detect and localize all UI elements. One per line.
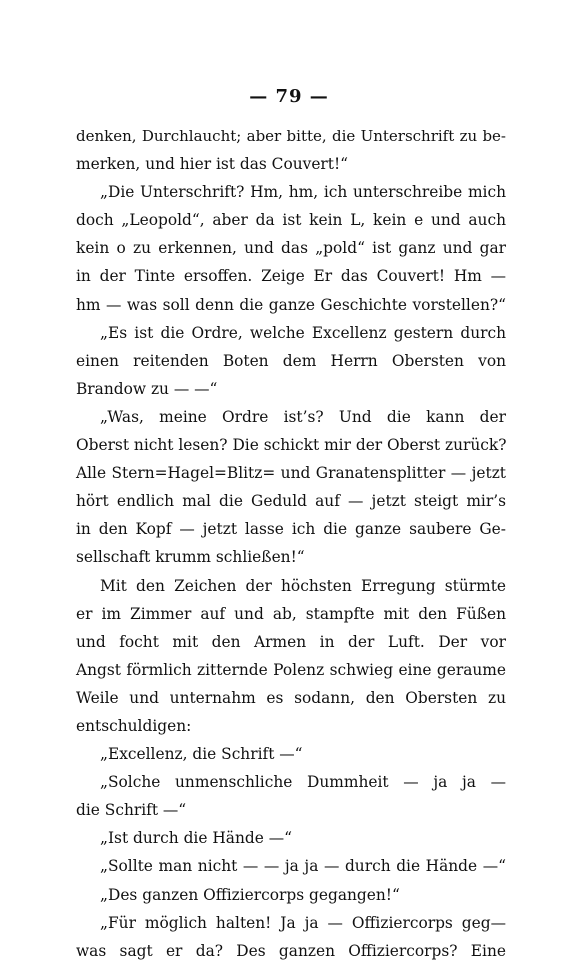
text-line: Alle Stern=Hagel=Blitz= und Granatensplitter — jetzt xyxy=(76,464,506,483)
text-line: die Schrift —“ xyxy=(76,801,187,820)
text-line: Weile und unternahm es sodann, den Obersten zu xyxy=(76,688,506,707)
text-line: denken, Durchlaucht; aber bitte, die Unterschrift zu be- xyxy=(76,127,506,145)
text-line: „Was, meine Ordre ist’s? Und die kann der xyxy=(100,407,506,426)
text-line: einen reitenden Boten dem Herrn Obersten von xyxy=(76,351,506,370)
text-line: doch „Leopold“, aber da ist kein L, kein e und auch xyxy=(76,211,506,230)
text-line: und focht mit den Armen in der Luft. Der vor xyxy=(76,632,506,651)
text-line: was sagt er da? Des ganzen Offiziercorps? Eine xyxy=(76,941,506,960)
text-line: in der Tinte ersoffen. Zeige Er das Couvert! Hm — xyxy=(76,267,506,286)
text-line: „Solche unmenschliche Dummheit — ja ja — xyxy=(100,773,506,792)
body-text xyxy=(76,122,506,965)
text-line: Angst förmlich zitternde Polenz schwieg eine geraume xyxy=(76,660,506,679)
text-line: kein o zu erkennen, und das „pold“ ist ganz und gar xyxy=(76,239,506,258)
page-number: — 79 — xyxy=(249,86,329,107)
text-line: hört endlich mal die Geduld auf — jetzt steigt mir’s xyxy=(76,492,506,511)
text-line: „Die Unterschrift? Hm, hm, ich unterschreibe mich xyxy=(100,183,506,202)
text-line: „Für möglich halten! Ja ja — Offiziercorps geg— xyxy=(100,913,506,932)
text-line: entschuldigen: xyxy=(76,716,192,735)
text-line: „Sollte man nicht — — ja ja — durch die Hände —“ xyxy=(100,857,506,876)
text-line: „Ist durch die Hände —“ xyxy=(100,829,292,848)
text-line: Mit den Zeichen der höchsten Erregung stürmte xyxy=(100,576,506,595)
text-line: er im Zimmer auf und ab, stampfte mit den Füßen xyxy=(76,604,506,623)
text-line: Brandow zu — —“ xyxy=(76,379,218,398)
text-line: merken, und hier ist das Couvert!“ xyxy=(76,155,349,174)
text-line: in den Kopf — jetzt lasse ich die ganze saubere Ge- xyxy=(76,520,506,539)
text-line: hm — was soll denn die ganze Geschichte vorstellen?“ xyxy=(76,295,506,314)
text-line: „Es ist die Ordre, welche Excellenz gestern durch xyxy=(100,323,506,342)
text-line: „Excellenz, die Schrift —“ xyxy=(100,745,303,764)
text-line: „Des ganzen Offiziercorps gegangen!“ xyxy=(100,885,400,904)
text-line: Oberst nicht lesen? Die schickt mir der Oberst zurück? xyxy=(76,436,507,455)
text-line: sellschaft krumm schließen!“ xyxy=(76,548,305,567)
